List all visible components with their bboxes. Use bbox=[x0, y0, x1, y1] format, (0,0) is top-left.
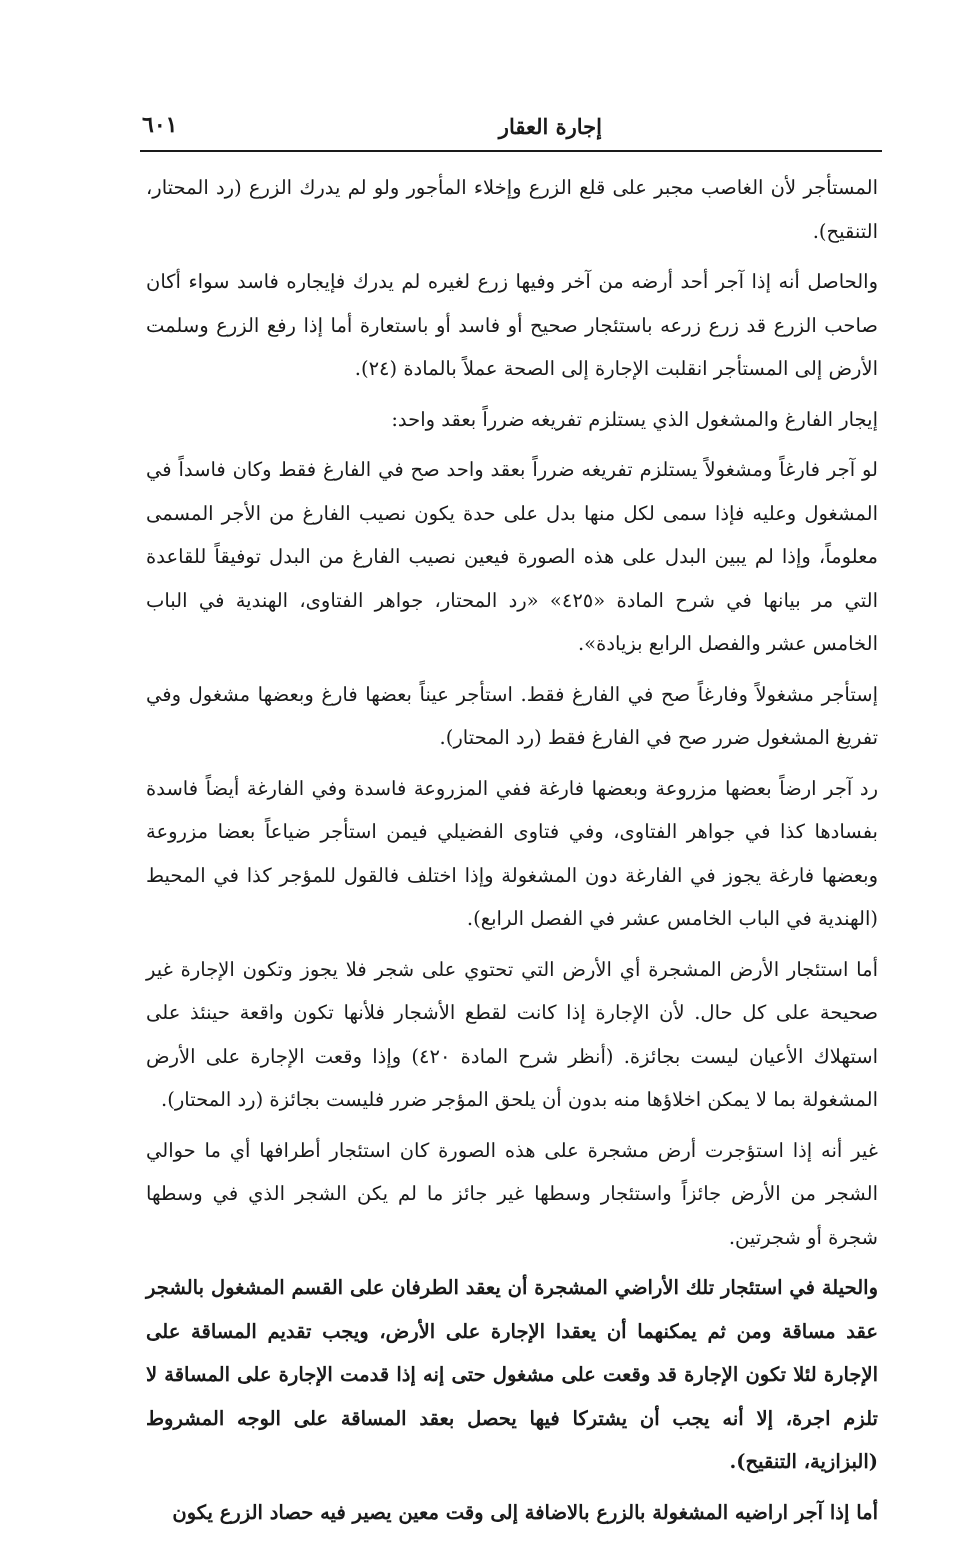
paragraph: إستأجر مشغولاً وفارغاً صح في الفارغ فقط. استأجر عيناً بعضها فارغ وبعضها مشغول وفي تفريغ المشغول ضرر صح في الفارغ فقط (رد المحتار). bbox=[146, 682, 878, 749]
paragraph: والحيلة في استئجار تلك الأراضي المشجرة أن يعقد الطرفان على القسم المشغول بالشجر عقد مساقة ومن ثم يمكنهما أن يعقدا الإجارة على الأرض، ويجب تقديم المساقة على الإجارة لئلا تكون الإجارة قد وقعت على مشغول حتى إنه إذا قدمت الإجارة على المساقة لا تلزم اجرة، إلا أنه يجب أن يشتركا فيها يحصل بعقد المساقة على الوجه المشروط (البزازية، التنقيح). bbox=[146, 1276, 878, 1473]
paragraph: غير أنه إذا استؤجرت أرض مشجرة على هذه الصورة كان استئجار أطرافها أي ما حوالي الشجر من الأرض جائزاً واستئجار وسطها غير جائز ما لم يكن الشجر الذي في وسطها شجرة أو شجرتين. bbox=[146, 1138, 879, 1249]
paragraph: المستأجر لأن الغاصب مجبر على قلع الزرع وإخلاء المأجور ولو لم يدرك الزرع (رد المحتار، التنقيح). bbox=[146, 176, 878, 243]
paragraph: لو آجر فارغاً ومشغولاً يستلزم تفريغه ضرراً بعقد واحد صح في الفارغ فقط وكان فاسداً في المشغول وعليه فإذا سمى لكل منها بدل على حدة يكون نصيب الفارغ من الأجر المسمى معلوماً، وإذا لم يبين البدل على هذه الصورة فيعين نصيب الفارغ من البدل توفيقاً للقاعدة التي مر بيانها في شرح المادة «٤٢٥» «رد المحتار، جواهر الفتاوى، الهندية في الباب الخامس عشر والفصل الرابع بزيادة». bbox=[146, 458, 878, 655]
page-body bbox=[146, 166, 878, 1541]
section-heading: إيجار الفارغ والمشغول الذي يستلزم تفريغه ضرراً بعقد واحد: bbox=[391, 407, 878, 431]
page-header bbox=[130, 108, 882, 148]
paragraph: أما إذا آجر اراضيه المشغولة بالزرع بالاضافة إلى وقت معين يصير فيه حصاد الزرع يكون bbox=[172, 1500, 878, 1524]
page-number: ٦٠١ bbox=[142, 112, 178, 138]
page-title: إجارة العقار bbox=[498, 114, 602, 139]
paragraph: رد آجر ارضاً بعضها مزروعة وبعضها فارغة ففي المزروعة فاسدة وفي الفارغة أيضاً فاسدة بفسادها كذا في جواهر الفتاوى، وفي فتاوى الفضيلي فيمن استأجر ضياعاً بعضا مزروعة وبعضها فارغة يجوز في الفارغة دون المشغولة وإذا اختلف فالقول للمؤجر كذا في المحيط (الهندية في الباب الخامس عشر في الفصل الرابع). bbox=[146, 776, 878, 930]
header-rule bbox=[140, 150, 882, 152]
paragraph: أما استئجار الأرض المشجرة أي الأرض التي تحتوي على شجر فلا يجوز وتكون الإجارة غير صحيحة على كل حال. لأن الإجارة إذا كانت لقطع الأشجار فلأنها تكون واقعة حينئذ على استهلاك الأعيان ليست بجائزة. (أنظر شرح المادة ٤٢٠) وإذا وقعت الإجارة على الأرض المشغولة بما لا يمكن اخلاؤها منه بدون أن يلحق المؤجر ضرر فليست بجائزة (رد المحتار). bbox=[146, 957, 879, 1111]
paragraph: والحاصل أنه إذا آجر أحد أرضه من آخر وفيها زرع لغيره لم يدرك فإيجاره فاسد سواء أكان صاحب الزرع قد زرع زرعه باستئجار صحيح أو فاسد أو باستعارة أما إذا رفع الزرع وسلمت الأرض إلى المستأجر انقلبت الإجارة إلى الصحة عملاً بالمادة (٢٤). bbox=[146, 270, 878, 380]
